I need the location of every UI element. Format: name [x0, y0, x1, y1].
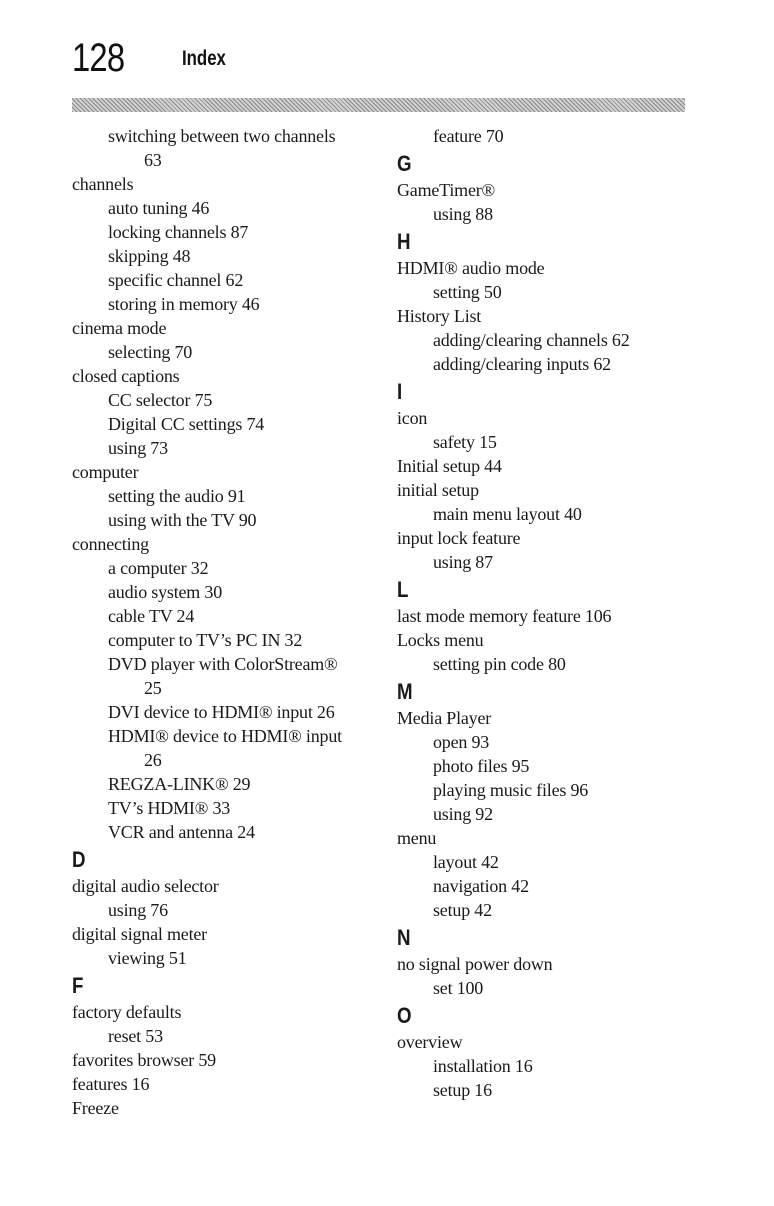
- index-subentry: computer to TV’s PC IN 32: [108, 630, 303, 650]
- index-subentry: installation 16: [433, 1056, 533, 1076]
- index-letter-heading: F: [72, 973, 84, 998]
- index-entry: Initial setup 44: [397, 456, 502, 476]
- index-entry: GameTimer®: [397, 180, 496, 200]
- index-letter-heading: M: [397, 679, 413, 704]
- index-subentry: playing music files 96: [433, 780, 589, 800]
- index-entry-continuation: 63: [144, 150, 162, 170]
- index-subentry: a computer 32: [108, 558, 209, 578]
- index-subentry: cable TV 24: [108, 606, 195, 626]
- index-subentry: storing in memory 46: [108, 294, 260, 314]
- index-entry: input lock feature: [397, 528, 521, 548]
- index-entry: Media Player: [397, 708, 492, 728]
- index-subentry: using 76: [108, 900, 168, 920]
- index-subentry: adding/clearing channels 62: [433, 330, 630, 350]
- index-subentry: specific channel 62: [108, 270, 244, 290]
- index-entry: digital audio selector: [72, 876, 219, 896]
- index-entry: features 16: [72, 1074, 150, 1094]
- index-letter-heading: D: [72, 847, 86, 872]
- index-entry: closed captions: [72, 366, 180, 386]
- index-subentry: setting 50: [433, 282, 502, 302]
- index-subentry: setting the audio 91: [108, 486, 246, 506]
- index-subentry: open 93: [433, 732, 490, 752]
- index-entry: channels: [72, 174, 134, 194]
- index-subentry: safety 15: [433, 432, 497, 452]
- index-subentry: setup 42: [433, 900, 492, 920]
- index-entry: cinema mode: [72, 318, 167, 338]
- index-subentry: auto tuning 46: [108, 198, 210, 218]
- index-letter-heading: I: [397, 379, 403, 404]
- index-entry: History List: [397, 306, 482, 326]
- index-subentry: HDMI® device to HDMI® input: [108, 726, 342, 746]
- index-column-left: [72, 124, 372, 1120]
- index-subentry: using 87: [433, 552, 493, 572]
- index-subentry: using 88: [433, 204, 493, 224]
- index-letter-heading: G: [397, 151, 412, 176]
- index-entry-continuation: 25: [144, 678, 162, 698]
- index-subentry: DVD player with ColorStream®: [108, 654, 338, 674]
- index-entry: last mode memory feature 106: [397, 606, 612, 626]
- index-entry: Locks menu: [397, 630, 484, 650]
- index-subentry: skipping 48: [108, 246, 191, 266]
- index-entry: connecting: [72, 534, 149, 554]
- index-entry: HDMI® audio mode: [397, 258, 545, 278]
- index-entry: computer: [72, 462, 139, 482]
- index-entry: no signal power down: [397, 954, 553, 974]
- index-letter-heading: L: [397, 577, 409, 602]
- index-entry: Freeze: [72, 1098, 119, 1118]
- section-title: Index: [182, 47, 226, 70]
- index-subentry: navigation 42: [433, 876, 529, 896]
- index-letter-heading: O: [397, 1003, 412, 1028]
- index-subentry: viewing 51: [108, 948, 187, 968]
- index-entry: digital signal meter: [72, 924, 207, 944]
- index-subentry: VCR and antenna 24: [108, 822, 255, 842]
- index-entry: favorites browser 59: [72, 1050, 216, 1070]
- index-entry-continuation: 26: [144, 750, 162, 770]
- index-subentry: using 92: [433, 804, 493, 824]
- index-entry: factory defaults: [72, 1002, 182, 1022]
- index-subentry: adding/clearing inputs 62: [433, 354, 611, 374]
- index-subentry: setting pin code 80: [433, 654, 566, 674]
- index-subentry: selecting 70: [108, 342, 193, 362]
- index-subentry: main menu layout 40: [433, 504, 582, 524]
- index-subentry: REGZA-LINK® 29: [108, 774, 251, 794]
- index-subentry: using 73: [108, 438, 168, 458]
- index-column-right: [397, 124, 697, 1102]
- page-number: 128: [72, 36, 125, 80]
- index-subentry: setup 16: [433, 1080, 492, 1100]
- index-subentry: reset 53: [108, 1026, 163, 1046]
- index-entry: initial setup: [397, 480, 479, 500]
- index-letter-heading: N: [397, 925, 411, 950]
- index-subentry: DVI device to HDMI® input 26: [108, 702, 335, 722]
- index-subentry: set 100: [433, 978, 484, 998]
- index-entry: icon: [397, 408, 428, 428]
- index-subentry: locking channels 87: [108, 222, 249, 242]
- index-subentry: CC selector 75: [108, 390, 213, 410]
- index-entry: overview: [397, 1032, 463, 1052]
- index-subentry: TV’s HDMI® 33: [108, 798, 231, 818]
- header-rule: [72, 98, 685, 112]
- index-letter-heading: H: [397, 229, 411, 254]
- index-subentry: feature 70: [433, 126, 504, 146]
- index-subentry: photo files 95: [433, 756, 530, 776]
- index-entry: menu: [397, 828, 437, 848]
- index-subentry: using with the TV 90: [108, 510, 257, 530]
- index-subentry: Digital CC settings 74: [108, 414, 265, 434]
- index-subentry: audio system 30: [108, 582, 222, 602]
- index-subentry: switching between two channels: [108, 126, 336, 146]
- index-subentry: layout 42: [433, 852, 499, 872]
